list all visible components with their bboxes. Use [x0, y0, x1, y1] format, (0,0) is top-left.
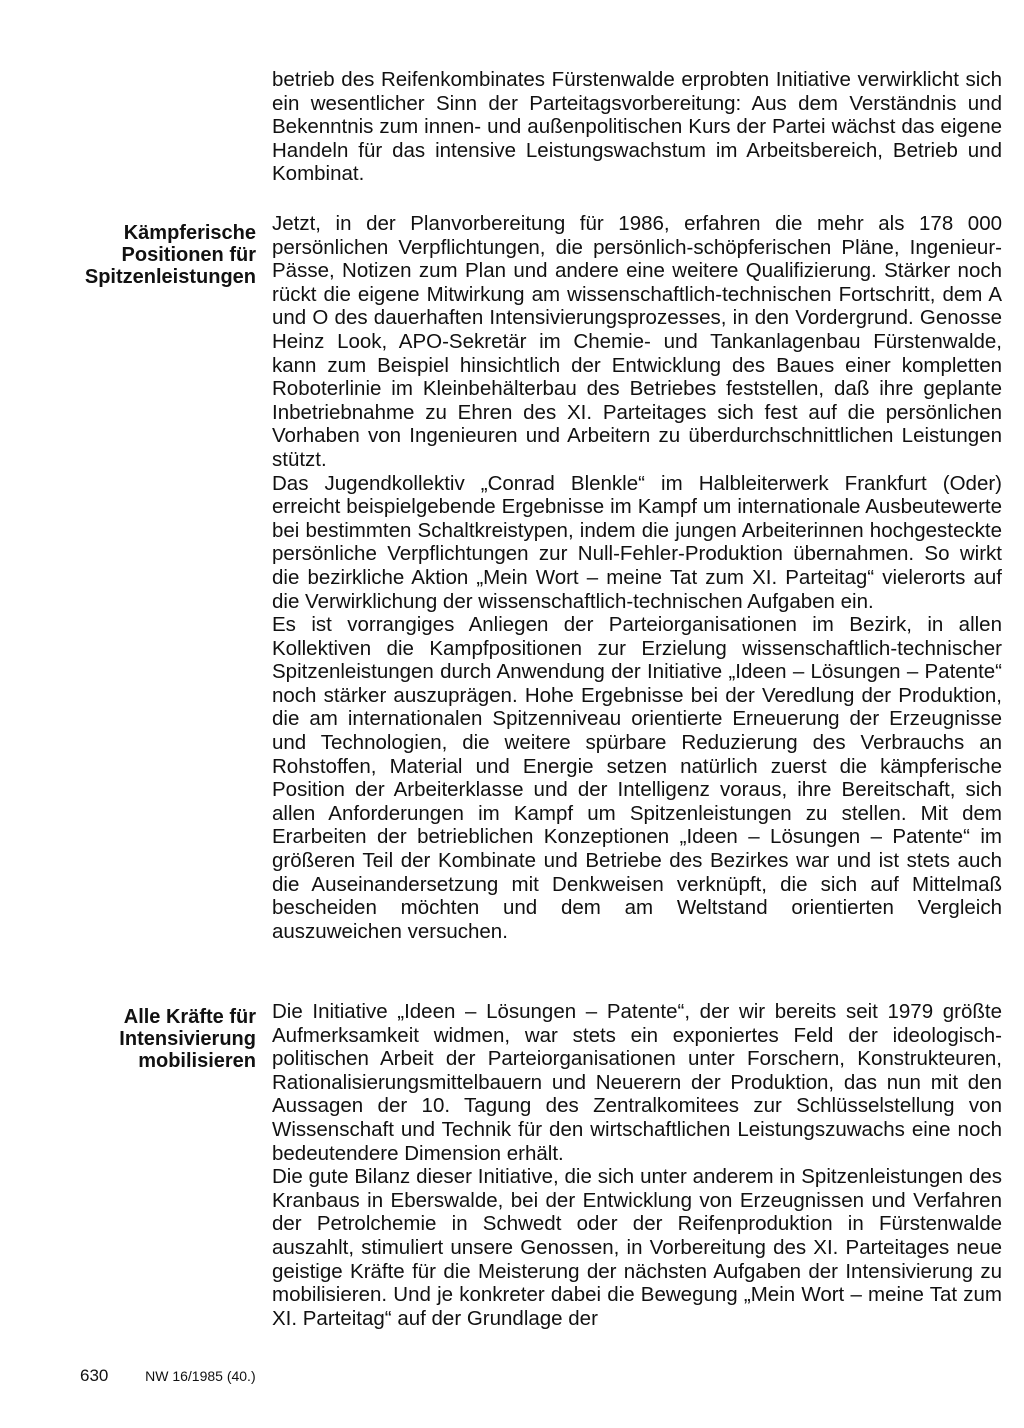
side-heading-line: Positionen für [121, 244, 256, 266]
side-heading-kaempferische-positionen [60, 222, 256, 288]
side-heading-line: Alle Kräfte für [123, 1006, 256, 1028]
paragraph-bilanz: Die gute Bilanz dieser Initiative, die sich unter anderem in Spitzenleistungen des Kranbaus in Eberswalde, bei der Entwicklung von Erzeugnissen und Verfahren der Petrolchemie in Schwedt oder der Reifenproduktion in Fürstenwalde auszahlt, stimuliert unsere Genossen, in Vorbereitung des XI. Parteitages neue geistige Kräfte für die Meisterung der nächsten Aufgaben der Intensivierung zu mobilisieren. Und je konkreter dabei die Bewegung „Mein Wort – meine Tat zum XI. Parteitag“ auf der Grundlage der [272, 1165, 1002, 1330]
issue-reference: NW 16/1985 (40.) [145, 1368, 256, 1384]
paragraph-initiative: Die Initiative „Ideen – Lösungen – Patente“, der wir bereits seit 1979 größte Aufmerksamkeit widmen, war stets ein exponiertes Feld der ideologisch-politischen Arbeit der Parteiorganisationen unter Forschern, Konstrukteuren, Rationalisierungsmittelbauern und Neuerern der Produktion, das nun mit den Aussagen der 10. Tagung des Zentralkomitees zur Schlüsselstellung von Wissenschaft und Technik für den wirtschaftlichen Leistungszuwachs eine noch bedeutendere Dimension erhält. [272, 1000, 1002, 1165]
side-heading-line: mobilisieren [138, 1050, 256, 1072]
side-heading-alle-kraefte [60, 1006, 256, 1072]
intro-block [272, 68, 1002, 186]
side-heading-line: Intensivierung [119, 1028, 256, 1050]
page-footer [80, 1366, 256, 1386]
section-spitzenleistungen [272, 212, 1002, 943]
section-intensivierung [272, 1000, 1002, 1330]
paragraph-anliegen: Es ist vorrangiges Anliegen der Parteiorganisationen im Bezirk, in allen Kollektiven die Kampfpositionen zur Erzielung wissenschaftlich-technischer Spitzenleistungen durch Anwendung der Initiative „Ideen – Lösungen – Patente“ noch stärker auszuprägen. Hohe Ergebnisse bei der Veredlung der Produktion, die am internationalen Spitzenniveau orientierte Erneuerung der Erzeugnisse und Technologien, die weitere spürbare Reduzierung des Verbrauchs an Rohstoffen, Material und Energie setzen natürlich zuerst die kämpferische Position der Arbeiterklasse und der Intelligenz voraus, ihre Bereitschaft, sich allen Anforderungen im Kampf um Spitzenleistungen zu stellen. Mit dem Erarbeiten der betrieblichen Konzeptionen „Ideen – Lösungen – Patente“ im größeren Teil der Kombinate und Betriebe des Bezirkes war und ist stets auch die Auseinandersetzung mit Denkweisen verknüpft, die sich auf Mittelmaß bescheiden möchten und dem am Weltstand orientierten Vergleich auszuweichen versuchen. [272, 613, 1002, 943]
paragraph-jugendkollektiv: Das Jugendkollektiv „Conrad Blenkle“ im Halbleiterwerk Frankfurt (Oder) erreicht beispielgebende Ergebnisse im Kampf um internationale Ausbeutewerte bei bestimmten Schaltkreistypen, indem die jungen Arbeiterinnen hochgesteckte persönliche Verpflichtungen zur Null-Fehler-Produktion übernahmen. So wirkt die bezirkliche Aktion „Mein Wort – meine Tat zum XI. Parteitag“ vielerorts auf die Verwirklichung der wissenschaftlich-technischen Aufgaben ein. [272, 471, 1002, 613]
side-heading-line: Spitzenleistungen [84, 266, 256, 288]
page-number: 630 [80, 1366, 109, 1385]
side-heading-line: Kämpferische [123, 222, 256, 244]
paragraph-planvorbereitung: Jetzt, in der Planvorbereitung für 1986, erfahren die mehr als 178 000 persönlichen Verpflichtungen, die persönlich-schöpferischen Pläne, Ingenieur-Pässe, Notizen zum Plan und andere eine weitere Qualifizierung. Stärker noch rückt die eigene Mitwirkung am wissenschaftlich-technischen Fortschritt, dem A und O des dauerhaften Intensivierungsprozesses, in den Vordergrund. Genosse Heinz Look, APO-Sekretär im Chemie- und Tankanlagenbau Fürstenwalde, kann zum Beispiel hinsichtlich der Entwicklung des Baues einer kompletten Roboterlinie im Kleinbehälterbau des Betriebes feststellen, daß ihre geplante Inbetriebnahme zu Ehren des XI. Parteitages sich fest auf die persönlichen Vorhaben von Ingenieuren und Arbeitern zu überdurchschnittlichen Leistungen stützt. [272, 212, 1002, 471]
paragraph-intro: betrieb des Reifenkombinates Fürstenwalde erprobten Initiative verwirklicht sich ein wesentlicher Sinn der Parteitagsvorbereitung: Aus dem Verständnis und Bekenntnis zum innen- und außenpolitischen Kurs der Partei wächst das eigene Handeln für das intensive Leistungswachstum im Arbeitsbereich, Betrieb und Kombinat. [272, 68, 1002, 186]
